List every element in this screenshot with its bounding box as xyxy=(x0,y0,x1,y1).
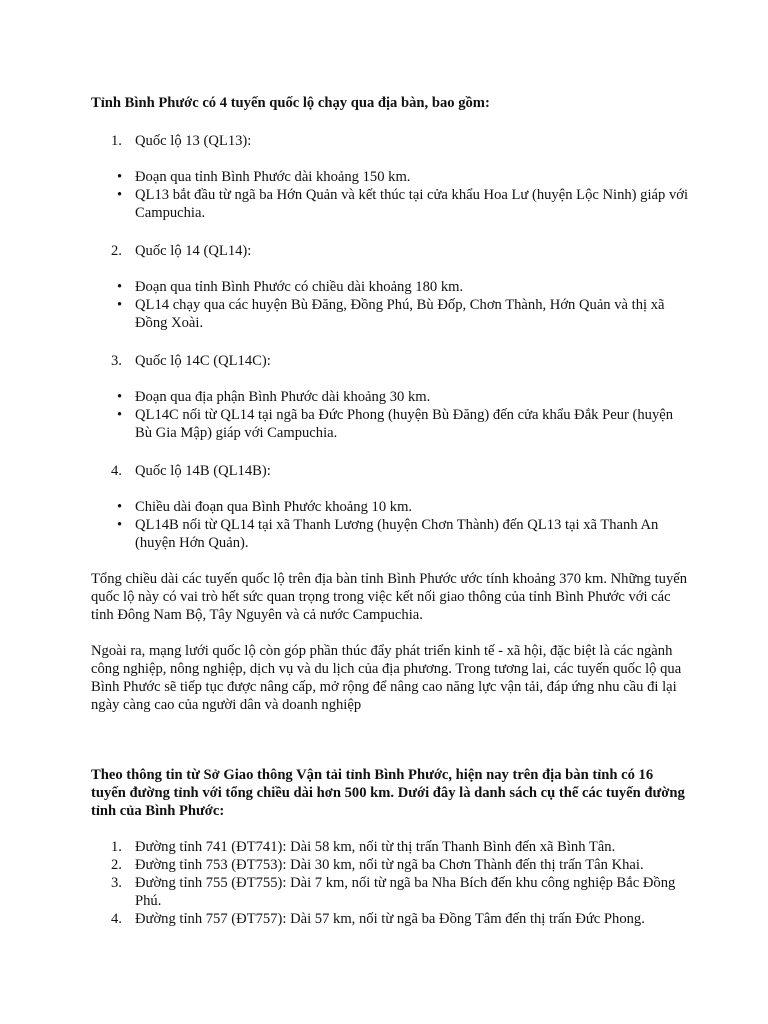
provincial-roads-list xyxy=(91,838,691,928)
bullet-item: • QL14C nối từ QL14 tại ngã ba Đức Phong (huyện Bù Đăng) đến cửa khẩu Đắk Peur (huyện Bù Gia Mập) giáp với Campuchia. xyxy=(117,407,674,441)
list-number: 1. xyxy=(111,839,122,855)
bullet-item: • Đoạn qua tỉnh Bình Phước có chiều dài khoảng 180 km. xyxy=(117,279,464,295)
section-heading-national-roads: Tỉnh Bình Phước có 4 tuyến quốc lộ chạy qua địa bàn, bao gồm: xyxy=(91,95,490,111)
route-title-text: Quốc lộ 14C (QL14C): xyxy=(135,353,271,369)
bullet-icon: • xyxy=(117,297,123,313)
paragraph-total-length: Tổng chiều dài các tuyến quốc lộ trên địa bàn tỉnh Bình Phước ước tính khoảng 370 km. Những tuyến quốc lộ này có vai trò hết sức quan trọng trong việc kết nối giao thông của tỉnh Bình Phước với các tỉnh Đông Nam Bộ, Tây Nguyên và cả nước Campuchia. xyxy=(91,571,688,623)
list-item: 3. Đường tỉnh 755 (ĐT755): Dài 7 km, nối từ ngã ba Nha Bích đến khu công nghiệp Bắc Đồng Phú. xyxy=(111,875,676,909)
route-number: 3. xyxy=(111,353,122,369)
route-bullets-ql13 xyxy=(91,168,691,222)
bullet-item: • Chiều dài đoạn qua Bình Phước khoảng 10 km. xyxy=(117,499,413,515)
bullet-item: • QL14 chạy qua các huyện Bù Đăng, Đồng Phú, Bù Đốp, Chơn Thành, Hớn Quản và thị xã Đồng Xoài. xyxy=(117,297,665,331)
list-number: 2. xyxy=(111,857,122,873)
route-title-ql14 xyxy=(91,242,691,260)
bullet-item: • Đoạn qua địa phận Bình Phước dài khoảng 30 km. xyxy=(117,389,431,405)
route-bullets-ql14b xyxy=(91,498,691,552)
route-title-text: Quốc lộ 14 (QL14): xyxy=(135,243,252,259)
list-item: 1. Đường tỉnh 741 (ĐT741): Dài 58 km, nối từ thị trấn Thanh Bình đến xã Bình Tân. xyxy=(111,839,616,855)
route-title-ql14c xyxy=(91,352,691,370)
route-number: 4. xyxy=(111,463,122,479)
bullet-icon: • xyxy=(117,517,123,533)
bullet-icon: • xyxy=(117,187,123,203)
bullet-item: • QL13 bắt đầu từ ngã ba Hớn Quản và kết thúc tại cửa khẩu Hoa Lư (huyện Lộc Ninh) giáp với Campuchia. xyxy=(117,187,689,221)
route-bullets-ql14c xyxy=(91,388,691,442)
bullet-item: • Đoạn qua tỉnh Bình Phước dài khoảng 150 km. xyxy=(117,169,411,185)
document-body xyxy=(91,94,691,928)
route-bullets-ql14 xyxy=(91,278,691,332)
bullet-item: • QL14B nối từ QL14 tại xã Thanh Lương (huyện Chơn Thành) đến QL13 tại xã Thanh An (huyện Hớn Quản). xyxy=(117,517,659,551)
bullet-icon: • xyxy=(117,169,123,185)
paragraph-development: Ngoài ra, mạng lưới quốc lộ còn góp phần thúc đẩy phát triển kinh tế - xã hội, đặc biệt là các ngành công nghiệp, nông nghiệp, dịch vụ và du lịch của địa phương. Trong tương lai, các tuyến quốc lộ qua Bình Phước sẽ tiếp tục được nâng cấp, mở rộng để nâng cao năng lực vận tải, đáp ứng nhu cầu đi lại ngày càng cao của người dân và doanh nghiệp xyxy=(91,643,682,713)
bullet-icon: • xyxy=(117,389,123,405)
route-number: 1. xyxy=(111,133,122,149)
list-item: 4. Đường tỉnh 757 (ĐT757): Dài 57 km, nối từ ngã ba Đồng Tâm đến thị trấn Đức Phong. xyxy=(111,911,645,927)
route-number: 2. xyxy=(111,243,122,259)
route-title-ql14b xyxy=(91,462,691,480)
route-title-text: Quốc lộ 13 (QL13): xyxy=(135,133,252,149)
section-heading-provincial-roads: Theo thông tin từ Sở Giao thông Vận tải tỉnh Bình Phước, hiện nay trên địa bàn tỉnh có 16 tuyến đường tỉnh với tổng chiều dài hơn 500 km. Dưới đây là danh sách cụ thể các tuyến đường tỉnh của Bình Phước: xyxy=(91,767,685,819)
list-item: 2. Đường tỉnh 753 (ĐT753): Dài 30 km, nối từ ngã ba Chơn Thành đến thị trấn Tân Khai. xyxy=(111,857,644,873)
bullet-icon: • xyxy=(117,279,123,295)
list-number: 3. xyxy=(111,875,122,891)
bullet-icon: • xyxy=(117,407,123,423)
route-title-text: Quốc lộ 14B (QL14B): xyxy=(135,463,271,479)
route-title-ql13 xyxy=(91,132,691,150)
bullet-icon: • xyxy=(117,499,123,515)
list-number: 4. xyxy=(111,911,122,927)
